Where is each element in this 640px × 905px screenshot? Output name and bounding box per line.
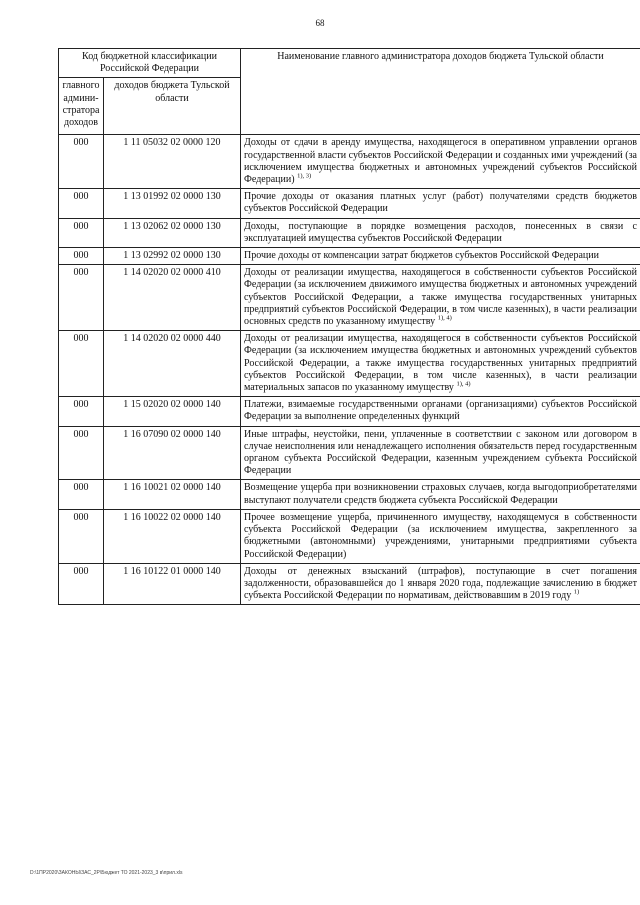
header-classification-code: Код бюджетной классификации Российской Федерации xyxy=(59,49,241,78)
admin-code-cell: 000 xyxy=(59,248,104,265)
page-number: 68 xyxy=(315,18,325,28)
income-code-cell: 1 16 10022 02 0000 140 xyxy=(104,509,241,563)
table-header-row xyxy=(59,49,640,78)
income-name-cell xyxy=(241,265,640,331)
income-name-cell xyxy=(241,509,640,563)
income-code-cell: 1 14 02020 02 0000 410 xyxy=(104,265,241,331)
income-code-cell: 1 13 02992 02 0000 130 xyxy=(104,248,241,265)
income-code-cell: 1 13 02062 02 0000 130 xyxy=(104,218,241,247)
income-name-cell xyxy=(241,218,640,247)
table-row xyxy=(59,331,640,397)
footnote-ref: 1), 4) xyxy=(456,380,471,388)
footnote-ref: 1), 4) xyxy=(437,314,452,322)
admin-code-cell: 000 xyxy=(59,265,104,331)
table-row xyxy=(59,426,640,480)
table-row xyxy=(59,397,640,426)
file-path-footer: D:\1ПР2020\ЗАКОНЫ\ЗАС_2Р\Бюджет ТО 2021-2023_3 в\прил.xls xyxy=(30,870,183,876)
admin-code-cell: 000 xyxy=(59,218,104,247)
admin-code-cell: 000 xyxy=(59,189,104,218)
income-code-cell: 1 16 10122 01 0000 140 xyxy=(104,563,241,605)
table-row xyxy=(59,509,640,563)
income-name-cell xyxy=(241,426,640,480)
admin-code-cell: 000 xyxy=(59,480,104,509)
footnote-ref: 1) xyxy=(573,588,580,596)
admin-code-cell: 000 xyxy=(59,135,104,189)
header-admin-code: главного админи-стратора доходов xyxy=(59,78,104,135)
income-name-text: Прочее возмещение ущерба, причиненного имуществу, находящемуся в собственности субъекта Российской Федерации (за исключением имущества, закрепленного за бюджетными (автономными) учреждениями, унитарными предприятиями субъекта Российской Федерации) xyxy=(244,511,637,560)
table-row xyxy=(59,265,640,331)
income-code-cell: 1 16 07090 02 0000 140 xyxy=(104,426,241,480)
income-name-cell xyxy=(241,563,640,605)
table-row xyxy=(59,248,640,265)
income-name-text: Прочие доходы от оказания платных услуг (работ) получателями средств бюджетов субъектов Российской Федерации xyxy=(244,191,637,215)
income-code-cell: 1 15 02020 02 0000 140 xyxy=(104,397,241,426)
header-income-code: доходов бюджета Тульской области xyxy=(104,78,241,135)
table-row xyxy=(59,189,640,218)
income-name-text: Прочие доходы от компенсации затрат бюджетов субъектов Российской Федерации xyxy=(244,250,599,262)
table-row xyxy=(59,135,640,189)
income-name-cell xyxy=(241,480,640,509)
header-administrator-name: Наименование главного администратора доходов бюджета Тульской области xyxy=(241,49,640,135)
admin-code-cell: 000 xyxy=(59,331,104,397)
income-code-cell: 1 14 02020 02 0000 440 xyxy=(104,331,241,397)
income-name-text: Доходы, поступающие в порядке возмещения расходов, понесенных в связи с эксплуатацией имущества субъектов Российской Федерации xyxy=(244,220,637,244)
table-row xyxy=(59,218,640,247)
table-body xyxy=(59,135,640,605)
income-classification-table xyxy=(58,48,640,605)
footnote-ref: 1), 3) xyxy=(297,172,312,180)
table-row xyxy=(59,480,640,509)
income-name-text: Доходы от реализации имущества, находящегося в собственности субъектов Российской Федерации (за исключением движимого имущества бюджетных и автономных учреждений субъектов Российской Федерации, а также имущества государственных унитарных предприятий субъектов Российской Федерации, в том числе казенных), в части реализации основных средств по указанному имуществу xyxy=(244,267,637,328)
income-name-cell xyxy=(241,189,640,218)
income-name-text: Доходы от реализации имущества, находящегося в собственности субъектов Российской Федерации (за исключением имущества бюджетных и автономных учреждений субъектов Российской Федерации, а также имущества государственных унитарных предприятий субъектов Российской Федерации, в том числе казенных), в части реализации материальных запасов по указанному имуществу xyxy=(244,333,637,394)
admin-code-cell: 000 xyxy=(59,426,104,480)
income-code-cell: 1 16 10021 02 0000 140 xyxy=(104,480,241,509)
admin-code-cell: 000 xyxy=(59,397,104,426)
table-row xyxy=(59,563,640,605)
income-name-text: Платежи, взимаемые государственными органами (организациями) субъектов Российской Федерации за выполнение определенных функций xyxy=(244,399,637,423)
income-name-cell xyxy=(241,135,640,189)
income-name-text: Иные штрафы, неустойки, пени, уплаченные в соответствии с законом или договором в случае неисполнения или ненадлежащего исполнения обязательств перед государственным органом субъекта Российской Федерации, казенным учреждением субъекта Российской Федерации xyxy=(244,428,637,477)
admin-code-cell: 000 xyxy=(59,509,104,563)
admin-code-cell: 000 xyxy=(59,563,104,605)
income-name-text: Возмещение ущерба при возникновении страховых случаев, когда выгодоприобретателями выступают получатели средств бюджета субъекта Российской Федерации xyxy=(244,482,637,506)
income-name-cell xyxy=(241,248,640,265)
income-code-cell: 1 11 05032 02 0000 120 xyxy=(104,135,241,189)
income-name-text: Доходы от сдачи в аренду имущества, находящегося в оперативном управлении органов государственной власти субъектов Российской Федерации и созданных ими учреждений (за исключением имущества бюджетных и автономных учреждений субъектов Российской Федерации) xyxy=(244,137,637,186)
income-name-text: Доходы от денежных взысканий (штрафов), поступающие в счет погашения задолженности, образовавшейся до 1 января 2020 года, подлежащие зачислению в бюджет субъекта Российской Федерации по нормативам, действовавшим в 2019 году xyxy=(244,565,637,602)
income-name-cell xyxy=(241,331,640,397)
income-code-cell: 1 13 01992 02 0000 130 xyxy=(104,189,241,218)
income-name-cell xyxy=(241,397,640,426)
